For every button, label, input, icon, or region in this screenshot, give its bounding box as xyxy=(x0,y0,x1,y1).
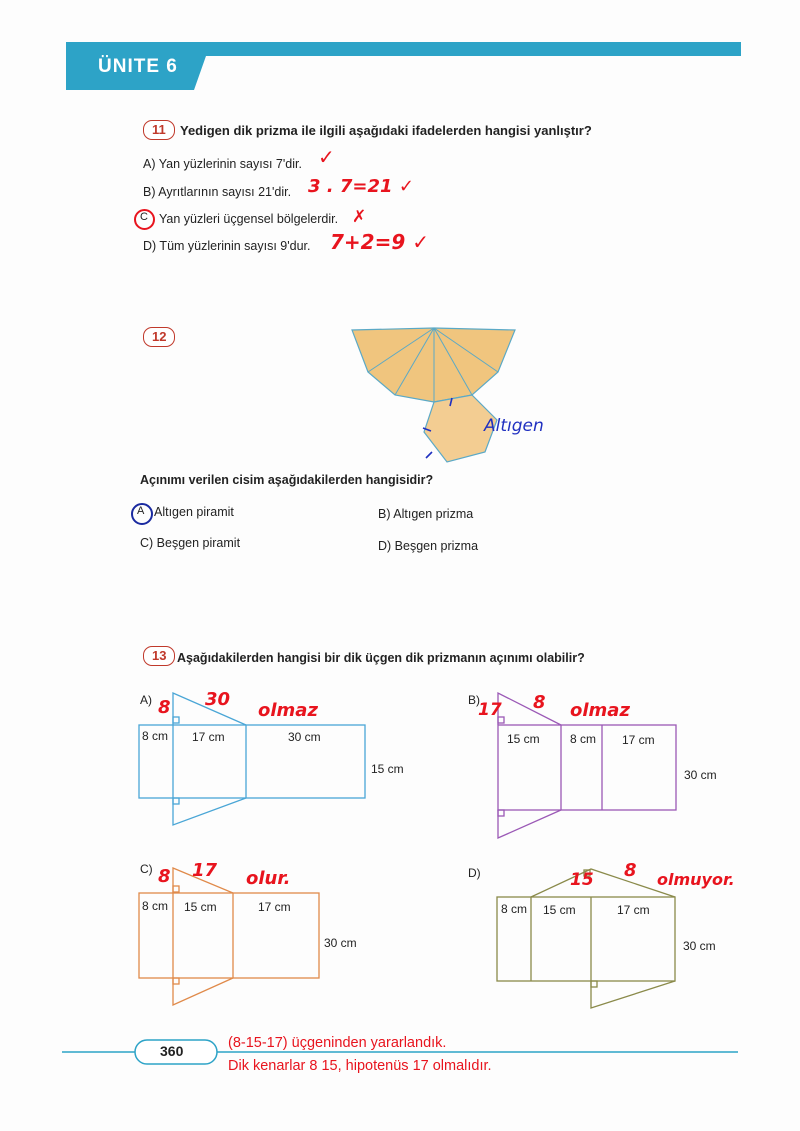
q13-a-label-15: 15 cm xyxy=(371,762,404,776)
q12-option-b[interactable]: B) Altıgen prizma xyxy=(378,507,474,521)
q13-option-a-letter[interactable]: A) xyxy=(140,693,152,707)
q13-d-note-olmuyor: olmuyor. xyxy=(657,870,735,889)
question-12-text: Açınımı verilen cisim aşağıdakilerden hangisidir? xyxy=(140,473,434,487)
question-11-text: Yedigen dik prizma ile ilgili aşağıdaki ifadelerden hangisi yanlıştır? xyxy=(180,123,592,138)
q11-option-d[interactable]: D) Tüm yüzlerinin sayısı 9'dur. xyxy=(143,239,311,253)
q13-c-label-30: 30 cm xyxy=(324,936,357,950)
q13-option-d-letter[interactable]: D) xyxy=(468,866,481,880)
q13-c-label-17: 17 cm xyxy=(258,900,291,914)
q11-note-c: ✗ xyxy=(352,207,367,227)
q13-c-note-17: 17 xyxy=(192,860,218,881)
q13-c-note-8: 8 xyxy=(158,866,171,887)
q13-b-label-8: 8 cm xyxy=(570,732,597,746)
q12-option-c[interactable]: C) Beşgen piramit xyxy=(140,536,241,550)
question-number-13: 13 xyxy=(143,646,175,666)
q13-c-label-8: 8 cm xyxy=(142,899,169,913)
q13-a-label-17: 17 cm xyxy=(192,730,225,744)
q13-b-note-olmaz: olmaz xyxy=(570,700,630,721)
q11-note-d: 7+2=9 ✓ xyxy=(330,230,429,254)
page-number: 360 xyxy=(160,1043,184,1059)
question-number-11: 11 xyxy=(143,120,175,140)
q11-option-c-letter: C xyxy=(140,211,148,223)
q11-option-c[interactable]: Yan yüzleri üçgensel bölgelerdir. xyxy=(159,212,339,226)
q13-d-note-8: 8 xyxy=(624,860,637,881)
q13-a-label-8: 8 cm xyxy=(142,729,169,743)
unit-title: ÜNITE 6 xyxy=(98,56,178,77)
q11-option-b[interactable]: B) Ayrıtlarının sayısı 21'dir. xyxy=(143,185,292,199)
q13-a-note-olmaz: olmaz xyxy=(258,700,318,721)
q13-d-label-17: 17 cm xyxy=(617,903,650,917)
q11-note-b: 3 . 7=21 ✓ xyxy=(308,176,414,197)
q12-option-a[interactable]: Altıgen piramit xyxy=(154,505,234,519)
q13-d-label-15: 15 cm xyxy=(543,903,576,917)
question-13-text: Aşağıdakilerden hangisi bir dik üçgen dik prizmanın açınımı olabilir? xyxy=(177,651,585,665)
q13-a-note-8: 8 xyxy=(158,697,171,718)
q13-b-label-30: 30 cm xyxy=(684,768,717,782)
q13-b-note-17: 17 xyxy=(478,700,502,720)
q13-c-note-olur: olur. xyxy=(246,868,291,889)
q13-d-note-15: 15 xyxy=(570,870,594,890)
q13-b-label-15: 15 cm xyxy=(507,732,540,746)
q13-d-label-8: 8 cm xyxy=(501,902,528,916)
q13-d-label-30: 30 cm xyxy=(683,939,716,953)
q13-a-label-30: 30 cm xyxy=(288,730,321,744)
q12-option-d[interactable]: D) Beşgen prizma xyxy=(378,539,479,553)
q11-option-a[interactable]: A) Yan yüzlerinin sayısı 7'dir. xyxy=(143,157,302,171)
q13-b-label-17: 17 cm xyxy=(622,733,655,747)
q13-b-note-8: 8 xyxy=(533,692,546,713)
q12-note: Altıgen xyxy=(484,416,544,436)
q12-option-a-letter: A xyxy=(137,505,145,517)
q13-option-c-letter[interactable]: C) xyxy=(140,862,153,876)
q13-option-b-letter[interactable]: B) xyxy=(468,693,480,707)
footer-note-line-1: (8-15-17) üçgeninden yararlandık. xyxy=(228,1035,447,1051)
q11-note-a: ✓ xyxy=(318,145,335,169)
question-number-12: 12 xyxy=(143,327,175,347)
footer-note-line-2: Dik kenarlar 8 15, hipotenüs 17 olmalıdır. xyxy=(228,1058,492,1074)
q13-a-note-30: 30 xyxy=(205,689,231,710)
q13-c-label-15: 15 cm xyxy=(184,900,217,914)
